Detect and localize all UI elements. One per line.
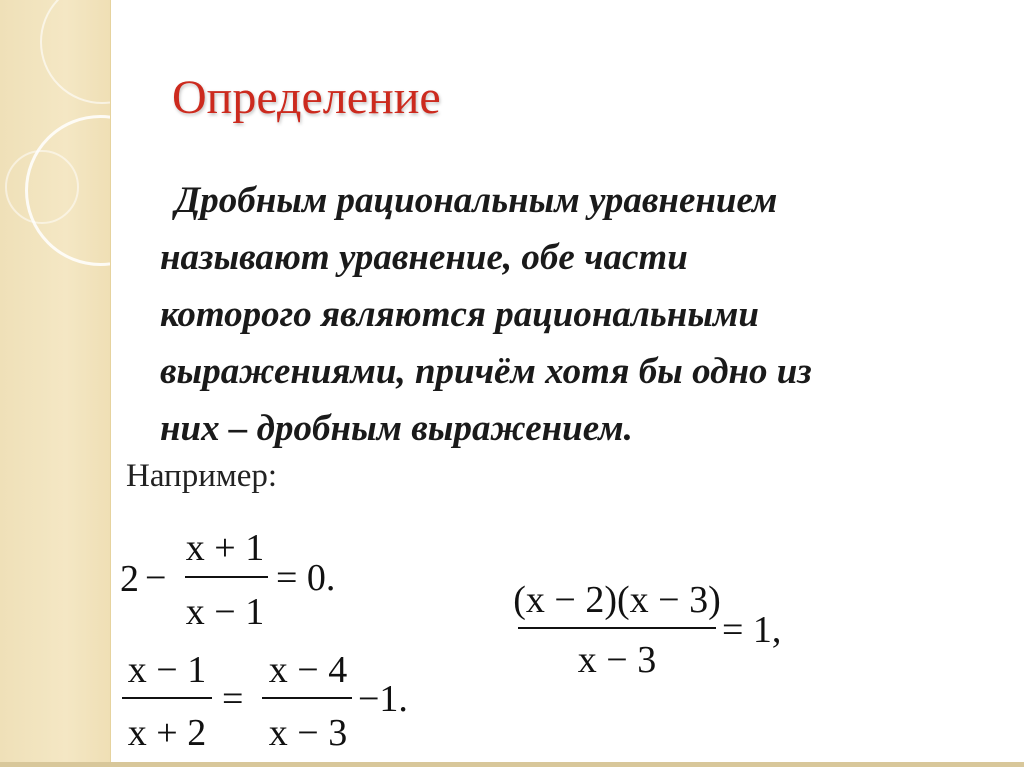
eq2-equals: = — [222, 678, 244, 720]
eq2-denominator-left: x + 2 — [127, 712, 207, 754]
eq1-lead: 2 — [120, 558, 139, 600]
example-label: Например: — [126, 458, 278, 494]
eq1-numerator: x + 1 — [185, 527, 265, 569]
eq2-numerator-right: x − 4 — [268, 649, 348, 691]
definition-line: которого являются рациональными — [160, 294, 759, 335]
eq3-denominator: x − 3 — [577, 639, 657, 681]
slide-title: Определение — [172, 71, 441, 124]
eq1-denominator: x − 1 — [185, 591, 265, 633]
definition-line: называют уравнение, обе части — [160, 237, 688, 278]
eq2-tail: −1. — [358, 678, 408, 720]
eq2-denominator-right: x − 3 — [268, 712, 348, 754]
equation-2 — [122, 649, 408, 754]
eq1-tail: = 0. — [276, 557, 336, 599]
equation-1 — [120, 527, 335, 633]
bottom-border — [0, 762, 1024, 767]
definition-line: выражениями, причём хотя бы одно из — [160, 351, 812, 392]
eq2-numerator-left: x − 1 — [127, 649, 207, 691]
eq3-numerator: (x − 2)(x − 3) — [513, 579, 721, 621]
eq1-minus: − — [145, 557, 167, 599]
definition-line: них – дробным выражением. — [160, 408, 633, 449]
definition-line: Дробным рациональным уравнением — [175, 180, 778, 221]
equation-3 — [513, 579, 781, 681]
eq3-tail: = 1, — [722, 609, 782, 651]
